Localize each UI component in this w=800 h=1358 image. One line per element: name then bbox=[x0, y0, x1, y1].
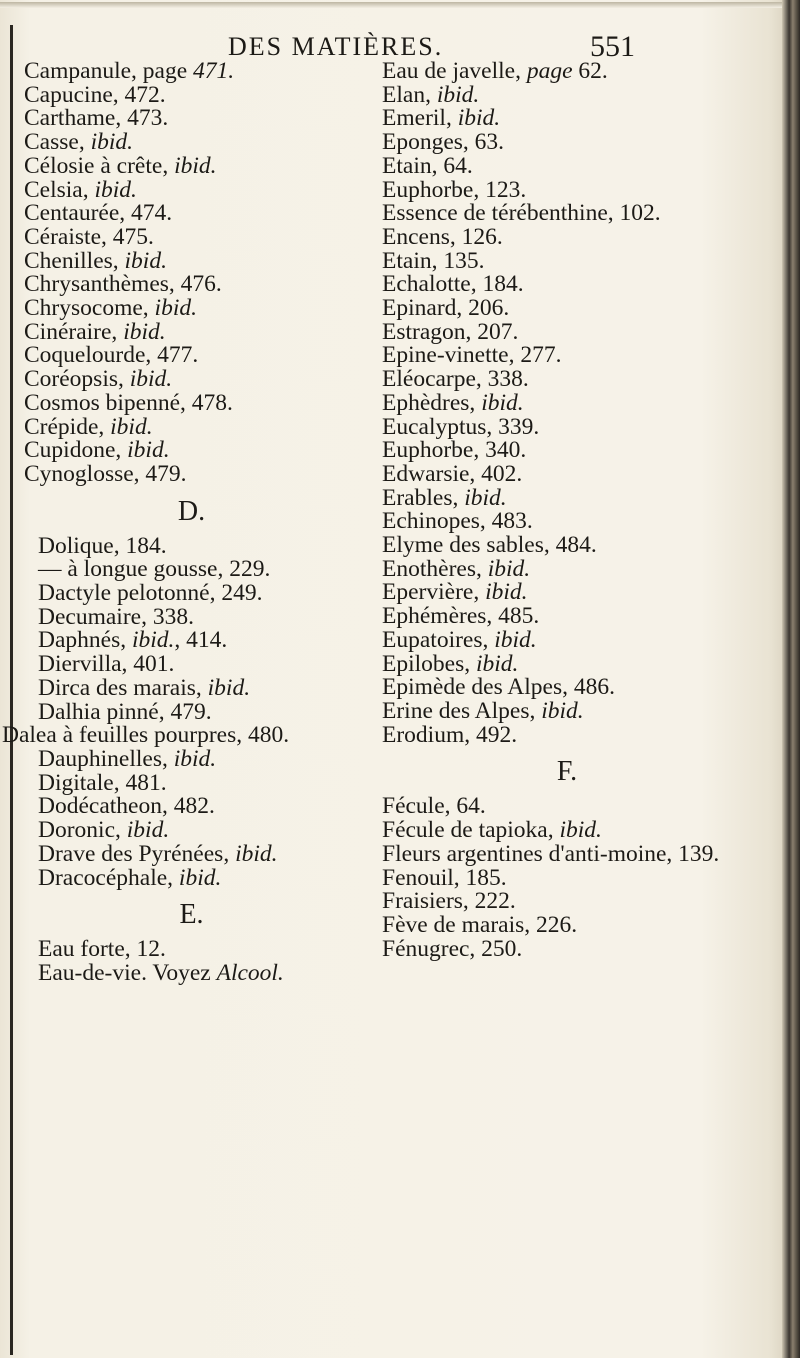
index-entry bbox=[24, 439, 359, 463]
index-entry bbox=[382, 676, 752, 700]
index-entry bbox=[24, 532, 359, 559]
entry-reference: ibid. bbox=[174, 152, 217, 179]
entry-text: Centaurée, 474. bbox=[24, 200, 173, 227]
entry-text: Encens, 126. bbox=[382, 223, 503, 250]
index-entry bbox=[24, 297, 359, 321]
entry-text: Cinéraire, bbox=[24, 318, 124, 345]
entry-text: Dauphinelles, bbox=[38, 745, 174, 772]
entry-text: Euphorbe, 123. bbox=[382, 176, 527, 203]
index-entry bbox=[382, 297, 752, 321]
entry-text: Echinopes, 483. bbox=[382, 508, 533, 535]
running-header: DES MATIÈRES. bbox=[228, 32, 444, 61]
index-entry bbox=[24, 938, 359, 962]
index-entry bbox=[382, 650, 752, 677]
index-entry bbox=[24, 223, 359, 250]
index-entry bbox=[382, 534, 752, 558]
index-entry bbox=[382, 344, 752, 368]
entry-text: Eau-de-vie. Voyez bbox=[38, 959, 217, 986]
entry-page: 62. bbox=[572, 58, 608, 84]
index-entry bbox=[382, 81, 752, 108]
index-entry bbox=[382, 176, 752, 203]
index-entry bbox=[382, 60, 752, 84]
entry-reference: ibid. bbox=[485, 579, 528, 606]
index-entry bbox=[382, 460, 752, 487]
index-entry bbox=[382, 439, 752, 463]
entry-reference: ibid. bbox=[129, 366, 173, 393]
entry-text: Chrysanthèmes, 476. bbox=[24, 271, 222, 298]
index-entry bbox=[24, 959, 359, 986]
entry-text: Dracocéphale, bbox=[38, 864, 179, 891]
entry-reference: ibid. bbox=[173, 745, 217, 772]
index-entry bbox=[382, 202, 752, 226]
index-entry bbox=[382, 864, 752, 891]
index-entry bbox=[24, 60, 359, 84]
entry-text: Epinard, 206. bbox=[382, 295, 510, 322]
index-entry bbox=[382, 581, 752, 605]
entry-reference: ibid. bbox=[235, 840, 278, 867]
entry-text: Dodécatheon, 482. bbox=[38, 793, 215, 820]
entry-text: Cosmos bipenné, 478. bbox=[24, 389, 233, 416]
entry-text: Eupatoires, bbox=[382, 626, 495, 653]
index-entry bbox=[382, 555, 752, 582]
entry-text: Ephémères, 485. bbox=[382, 603, 540, 630]
entry-reference: ibid. bbox=[481, 389, 524, 416]
entry-reference: 471. bbox=[193, 58, 235, 84]
index-entry bbox=[382, 721, 752, 748]
entry-reference: ibid. bbox=[126, 817, 170, 844]
index-entry bbox=[382, 484, 752, 511]
entry-reference: ibid. bbox=[110, 413, 153, 440]
index-entry bbox=[24, 413, 359, 440]
entry-text: Fraisiers, 222. bbox=[382, 888, 516, 915]
entry-text: Elyme des sables, 484. bbox=[382, 532, 597, 559]
entry-text: Diervilla, 401. bbox=[38, 651, 175, 678]
index-entry bbox=[2, 722, 359, 749]
index-entry bbox=[24, 629, 359, 653]
index-entry bbox=[24, 769, 359, 796]
index-entry bbox=[382, 626, 752, 653]
index-entry bbox=[24, 107, 359, 131]
index-entry bbox=[24, 368, 359, 392]
index-entry bbox=[24, 460, 359, 487]
index-entry bbox=[24, 745, 359, 772]
index-entry bbox=[24, 247, 359, 274]
entry-text: Dolique, 184. bbox=[38, 532, 167, 559]
entry-text: Estragon, 207. bbox=[382, 318, 519, 345]
index-entry bbox=[24, 582, 359, 606]
entry-text: Eau de javelle, bbox=[382, 58, 527, 84]
entry-reference: ibid. bbox=[178, 864, 222, 891]
entry-text: Erables, bbox=[382, 484, 465, 511]
entry-text: Decumaire, 338. bbox=[38, 603, 194, 630]
entry-text: Cynoglosse, 479. bbox=[24, 460, 187, 487]
entry-text: Fécule, 64. bbox=[382, 793, 486, 820]
index-entry bbox=[24, 131, 359, 155]
entry-text: Elan, bbox=[382, 81, 437, 108]
page-right-edge bbox=[782, 0, 800, 1358]
entry-text: Fleurs argentines d'anti-moine, 139. bbox=[382, 840, 720, 867]
entry-reference: ibid. bbox=[436, 81, 480, 108]
binding-shadow bbox=[10, 25, 13, 1355]
entry-reference: ibid. bbox=[476, 650, 519, 677]
entry-reference: ibid. bbox=[487, 555, 531, 582]
index-entry bbox=[382, 389, 752, 416]
entry-reference: ibid. bbox=[541, 697, 584, 724]
entry-text: Digitale, 481. bbox=[38, 769, 167, 796]
entry-text: Carthame, 473. bbox=[24, 105, 169, 132]
entry-text: Cupidone, bbox=[24, 437, 128, 464]
entry-text: Crépide, bbox=[24, 413, 111, 440]
entry-text: Coquelourde, 477. bbox=[24, 342, 199, 369]
entry-text: Epimède des Alpes, 486. bbox=[382, 674, 616, 701]
index-entry bbox=[382, 273, 752, 297]
index-entry bbox=[382, 413, 752, 440]
entry-reference: ibid. bbox=[464, 484, 507, 511]
page-number: 551 bbox=[590, 30, 635, 63]
index-entry bbox=[24, 273, 359, 297]
entry-text: Drave des Pyrénées, bbox=[38, 840, 236, 867]
entry-text: Célosie à crête, bbox=[24, 152, 175, 179]
index-entry bbox=[382, 368, 752, 392]
index-entry bbox=[382, 605, 752, 629]
index-entry bbox=[24, 840, 359, 867]
index-entry bbox=[382, 107, 752, 131]
entry-text: Fenouil, 185. bbox=[382, 864, 507, 891]
entry-text: Celsia, bbox=[24, 176, 95, 203]
index-entry bbox=[382, 318, 752, 345]
index-entry bbox=[24, 603, 359, 630]
section-letter-d: D. bbox=[177, 495, 206, 527]
entry-reference: page bbox=[526, 58, 573, 84]
index-entry bbox=[24, 653, 359, 677]
index-entry bbox=[24, 176, 359, 203]
entry-text: Fécule de tapioka, bbox=[382, 817, 560, 844]
index-entry bbox=[24, 389, 359, 416]
index-section-e-start bbox=[24, 938, 359, 985]
entry-text: Eléocarpe, 338. bbox=[382, 366, 529, 393]
index-entry bbox=[24, 318, 359, 345]
entry-text: Etain, 64. bbox=[382, 152, 473, 179]
entry-text: Edwarsie, 402. bbox=[382, 460, 523, 487]
index-entry bbox=[382, 152, 752, 179]
index-section-c bbox=[24, 60, 359, 487]
entry-text: Chenilles, bbox=[24, 247, 125, 274]
index-entry bbox=[24, 81, 359, 108]
section-letter-e: E. bbox=[179, 899, 204, 931]
index-entry bbox=[24, 795, 359, 819]
index-entry bbox=[24, 698, 359, 725]
entry-text: Céraiste, 475. bbox=[24, 223, 154, 250]
entry-text: Capucine, 472. bbox=[24, 81, 166, 108]
index-entry bbox=[382, 131, 752, 155]
entry-reference: ibid. bbox=[494, 626, 537, 653]
entry-text: Erine des Alpes, bbox=[382, 697, 542, 724]
entry-text: Campanule, page bbox=[24, 58, 194, 84]
entry-text: Enothères, bbox=[382, 555, 488, 582]
index-entry bbox=[24, 819, 359, 843]
entry-reference: ibid. bbox=[559, 817, 602, 844]
index-entry bbox=[24, 202, 359, 226]
index-entry bbox=[24, 152, 359, 179]
entry-text: Fénugrec, 250. bbox=[382, 935, 523, 962]
entry-text: Essence de térébenthine, 102. bbox=[382, 200, 661, 227]
entry-text: Dactyle pelotonné, 249. bbox=[38, 580, 263, 607]
index-entry bbox=[382, 819, 752, 843]
index-entry bbox=[382, 935, 752, 962]
index-entry bbox=[382, 510, 752, 534]
entry-text: Casse, bbox=[24, 129, 91, 156]
entry-reference: ibid. bbox=[90, 129, 134, 156]
entry-text: Dalhia pinné, 479. bbox=[38, 698, 212, 725]
index-entry bbox=[382, 795, 752, 819]
entry-text: Dalea à feuilles pourpres, 480. bbox=[2, 722, 290, 749]
index-section-e-continued bbox=[382, 60, 752, 747]
entry-reference: ibid. bbox=[127, 437, 170, 464]
entry-text: Eucalyptus, 339. bbox=[382, 413, 540, 440]
entry-reference: ibid. bbox=[457, 105, 501, 132]
entry-text: Fève de marais, 226. bbox=[382, 911, 578, 938]
index-entry bbox=[382, 697, 752, 724]
entry-text: Emeril, bbox=[382, 105, 458, 132]
index-section-f bbox=[382, 795, 752, 961]
index-entry bbox=[382, 223, 752, 250]
entry-text: — à longue gousse, 229. bbox=[38, 556, 271, 583]
entry-text: Echalotte, 184. bbox=[382, 271, 524, 298]
entry-text: Eau forte, 12. bbox=[38, 936, 166, 963]
entry-reference: ibid. bbox=[154, 295, 197, 322]
index-entry bbox=[382, 247, 752, 274]
entry-reference: ibid. bbox=[123, 318, 166, 345]
entry-reference: ibid. bbox=[94, 176, 137, 203]
entry-text: Dirca des marais, bbox=[38, 674, 208, 701]
entry-text: Epine-vinette, 277. bbox=[382, 342, 562, 369]
index-entry bbox=[24, 864, 359, 891]
index-entry bbox=[24, 344, 359, 368]
entry-page: , 414. bbox=[174, 627, 228, 654]
section-letter-f: F. bbox=[556, 756, 578, 788]
index-entry bbox=[382, 840, 752, 867]
entry-text: Eponges, 63. bbox=[382, 129, 505, 156]
index-column-right bbox=[382, 60, 752, 961]
entry-text: Epilobes, bbox=[382, 650, 476, 677]
entry-text: Epervière, bbox=[382, 579, 486, 606]
index-entry bbox=[24, 558, 359, 582]
entry-reference: ibid. bbox=[124, 247, 167, 274]
entry-text: Doronic, bbox=[38, 817, 127, 844]
entry-text: Etain, 135. bbox=[382, 247, 485, 274]
entry-reference: ibid. bbox=[207, 674, 251, 701]
entry-text: Erodium, 492. bbox=[382, 721, 518, 748]
entry-text: Euphorbe, 340. bbox=[382, 437, 527, 464]
index-entry bbox=[382, 890, 752, 914]
index-section-d bbox=[2, 532, 359, 891]
index-entry bbox=[24, 674, 359, 701]
index-entry bbox=[382, 911, 752, 938]
entry-text: Chrysocome, bbox=[24, 295, 155, 322]
entry-reference: ibid. bbox=[131, 627, 175, 654]
entry-reference: Alcool. bbox=[216, 959, 284, 986]
entry-text: Daphnés, bbox=[38, 627, 132, 654]
entry-text: Ephèdres, bbox=[382, 389, 482, 416]
index-column-left bbox=[2, 58, 359, 986]
page-top-edge bbox=[0, 2, 800, 8]
entry-text: Coréopsis, bbox=[24, 366, 130, 393]
